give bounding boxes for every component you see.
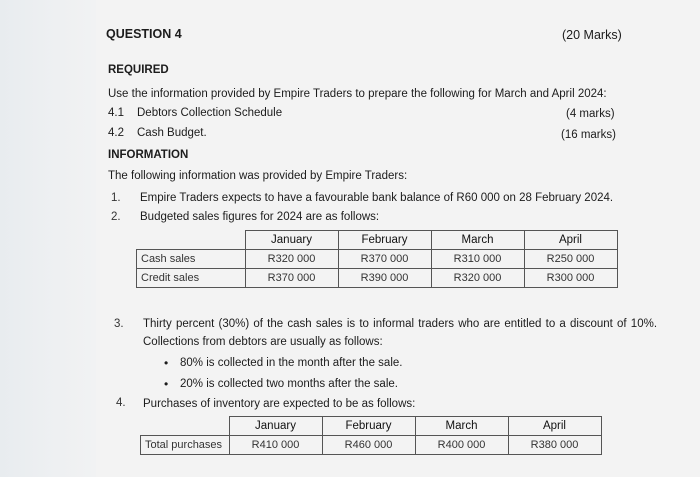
table-cell: R320 000 — [431, 269, 524, 288]
table-row — [137, 269, 618, 288]
sales-table — [136, 230, 618, 288]
table-cell: R370 000 — [338, 250, 431, 269]
item-number: 2. — [111, 211, 121, 223]
table-cell: R390 000 — [338, 269, 431, 288]
table-header-row — [137, 231, 618, 250]
item-text: Purchases of inventory are expected to be as follows: — [143, 398, 416, 410]
table-cell: R380 000 — [508, 436, 601, 455]
item-text: Empire Traders expects to have a favourable bank balance of R60 000 on 28 February 2024. — [140, 192, 614, 204]
table-header-cell: March — [431, 231, 524, 250]
task-marks: (16 marks) — [561, 129, 616, 141]
item-number: 4. — [116, 397, 126, 409]
task-number: 4.1 — [108, 107, 124, 119]
task-number: 4.2 — [108, 127, 124, 139]
table-row — [141, 436, 602, 455]
bullet-text: 20% is collected two months after the sale. — [180, 378, 398, 390]
item-text: Collections from debtors are usually as follows: — [143, 336, 383, 348]
purchases-table — [140, 416, 602, 455]
table-corner — [141, 417, 230, 436]
bullet-icon: • — [164, 377, 169, 391]
table-cell: R310 000 — [431, 250, 524, 269]
information-heading: INFORMATION — [108, 149, 189, 161]
table-header-cell: April — [508, 417, 601, 436]
table-row — [137, 250, 618, 269]
table-row-label: Cash sales — [137, 250, 246, 269]
task-label: Debtors Collection Schedule — [137, 107, 283, 119]
item-text: Budgeted sales figures for 2024 are as follows: — [140, 211, 380, 223]
item-number: 1. — [111, 192, 121, 204]
table-row-label: Credit sales — [137, 269, 246, 288]
question-title: QUESTION 4 — [106, 27, 182, 41]
table-header-cell: March — [415, 417, 508, 436]
required-intro: Use the information provided by Empire Traders to prepare the following for March and April 2024: — [108, 88, 607, 100]
page-margin-background — [0, 0, 96, 477]
table-cell: R400 000 — [415, 436, 508, 455]
table-cell: R250 000 — [524, 250, 617, 269]
table-header-cell: February — [338, 231, 431, 250]
item-text: Thirty percent (30%) of the cash sales is to informal traders who are entitled to a discount of 10%. — [143, 318, 658, 330]
table-header-cell: February — [322, 417, 415, 436]
table-header-row — [141, 417, 602, 436]
task-marks: (4 marks) — [566, 108, 615, 120]
table-header-cell: January — [229, 417, 322, 436]
table-row-label: Total purchases — [141, 436, 230, 455]
table-cell: R370 000 — [245, 269, 338, 288]
table-cell: R460 000 — [322, 436, 415, 455]
total-marks: (20 Marks) — [562, 28, 622, 42]
table-corner — [137, 231, 246, 250]
task-label: Cash Budget. — [137, 127, 207, 139]
table-cell: R320 000 — [245, 250, 338, 269]
table-cell: R300 000 — [524, 269, 617, 288]
table-cell: R410 000 — [229, 436, 322, 455]
table-header-cell: January — [245, 231, 338, 250]
information-intro: The following information was provided by Empire Traders: — [108, 170, 408, 182]
table-header-cell: April — [524, 231, 617, 250]
item-number: 3. — [114, 318, 124, 330]
bullet-text: 80% is collected in the month after the sale. — [180, 357, 403, 369]
required-heading: REQUIRED — [108, 64, 169, 76]
bullet-icon: • — [164, 356, 169, 370]
